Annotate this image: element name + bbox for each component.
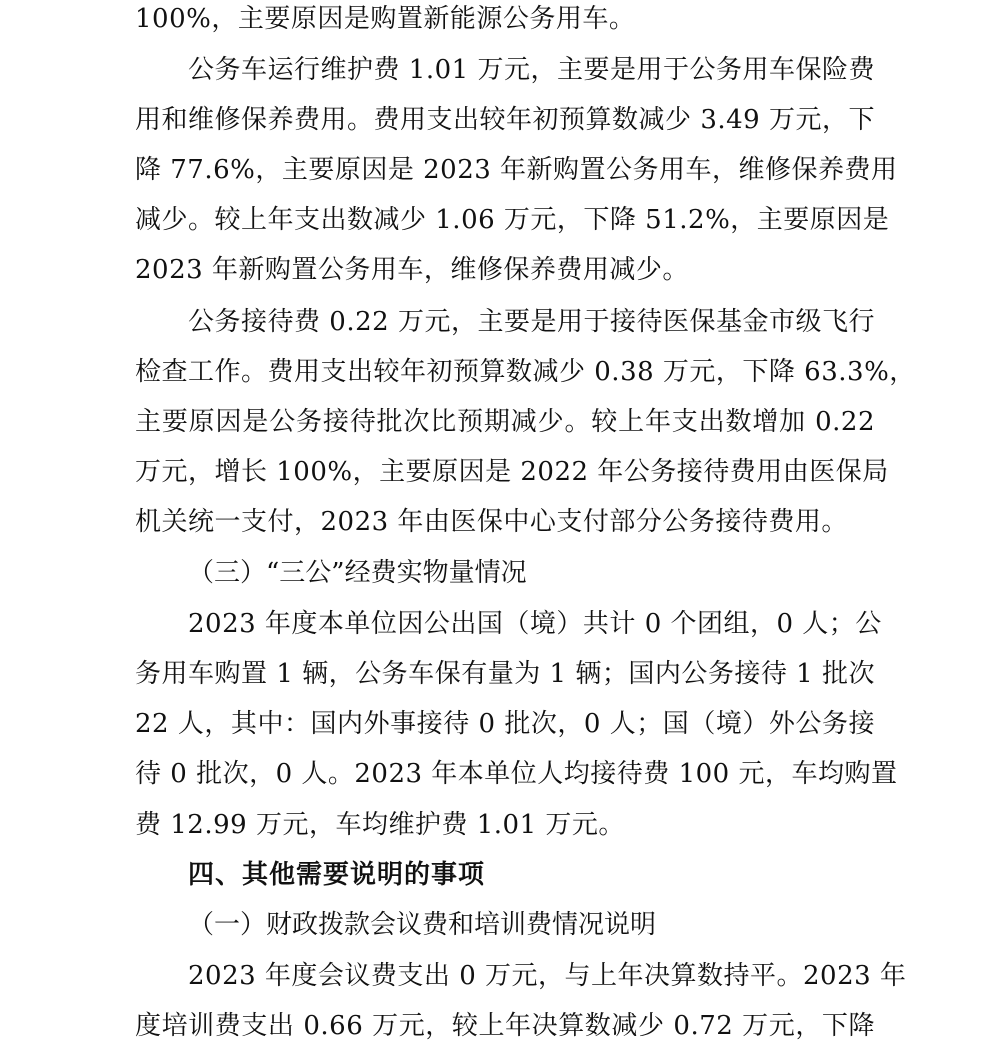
text-line: 务用车购置 1 辆，公务车保有量为 1 辆；国内公务接待 1 批次 — [135, 659, 875, 689]
text-line: 用和维修保养费用。费用支出较年初预算数减少 3.49 万元，下 — [135, 105, 875, 135]
chapter-heading: 四、其他需要说明的事项 — [188, 860, 486, 890]
section-heading: （三）“三公”经费实物量情况 — [188, 558, 527, 588]
text-line: 22 人，其中：国内外事接待 0 批次，0 人；国（境）外公务接 — [135, 709, 875, 739]
text-line: 2023 年度会议费支出 0 万元，与上年决算数持平。2023 年 — [188, 961, 907, 991]
text-line: 降 77.6%，主要原因是 2023 年新购置公务用车，维修保养费用 — [135, 155, 898, 185]
text-line: 2023 年新购置公务用车，维修保养费用减少。 — [135, 255, 689, 285]
text-line: 2023 年度本单位因公出国（境）共计 0 个团组，0 人；公 — [188, 609, 882, 639]
section-heading: （一）财政拨款会议费和培训费情况说明 — [188, 910, 657, 940]
text-line: 万元，增长 100%，主要原因是 2022 年公务接待费用由医保局 — [135, 457, 889, 487]
text-line: 公务接待费 0.22 万元，主要是用于接待医保基金市级飞行 — [188, 307, 875, 337]
text-line: 公务车运行维护费 1.01 万元，主要是用于公务用车保险费 — [188, 55, 875, 85]
text-line: 机关统一支付，2023 年由医保中心支付部分公务接待费用。 — [135, 507, 848, 537]
text-line: 主要原因是公务接待批次比预期减少。较上年支出数增加 0.22 — [135, 407, 875, 437]
text-line: 减少。较上年支出数减少 1.06 万元，下降 51.2%，主要原因是 — [135, 205, 890, 235]
text-line: 费 12.99 万元，车均维护费 1.01 万元。 — [135, 810, 625, 840]
text-line: 100%，主要原因是购置新能源公务用车。 — [135, 4, 636, 34]
text-line: 度培训费支出 0.66 万元，较上年决算数减少 0.72 万元，下降 — [135, 1011, 875, 1041]
text-line: 检查工作。费用支出较年初预算数减少 0.38 万元，下降 63.3%， — [135, 357, 916, 387]
text-line: 待 0 批次，0 人。2023 年本单位人均接待费 100 元，车均购置 — [135, 759, 898, 789]
